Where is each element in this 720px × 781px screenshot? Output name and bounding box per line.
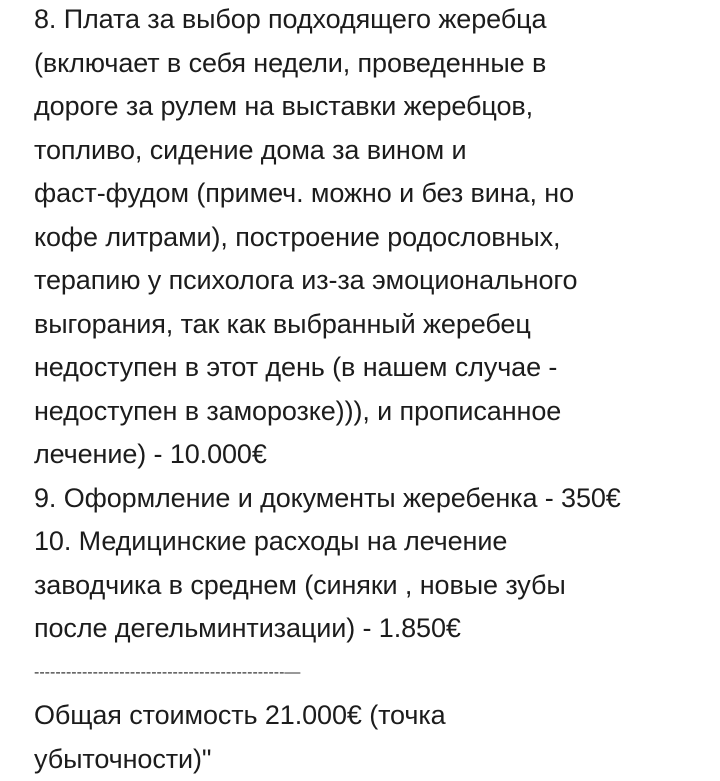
text-line: после дегельминтизации) - 1.850€ — [34, 607, 700, 651]
text-line: недоступен в этот день (в нашем случае - — [34, 346, 700, 390]
text-line: 10. Медицинские расходы на лечение — [34, 520, 700, 564]
text-line: фаст-фудом (примеч. можно и без вина, но — [34, 172, 700, 216]
total-line: Общая стоимость 21.000€ (точка — [34, 694, 700, 738]
text-line: кофе литрами), построение родословных, — [34, 216, 700, 260]
text-line: лечение) - 10.000€ — [34, 433, 700, 477]
total-line: убыточности)" — [34, 738, 700, 781]
text-line: терапию у психолога из-за эмоционального — [34, 259, 700, 303]
text-line: топливо, сидение дома за вином и — [34, 129, 700, 173]
text-line: недоступен в заморозке))), и прописанное — [34, 390, 700, 434]
text-line: (включает в себя недели, проведенные в — [34, 42, 700, 86]
text-line: 8. Плата за выбор подходящего жеребца — [34, 0, 700, 42]
divider: -----------------------------------------------— — [34, 651, 700, 695]
text-line: заводчика в среднем (синяки , новые зубы — [34, 564, 700, 608]
text-line: 9. Оформление и документы жеребенка - 350€ — [34, 477, 700, 521]
text-line: дороге за рулем на выставки жеребцов, — [34, 85, 700, 129]
text-line: выгорания, так как выбранный жеребец — [34, 303, 700, 347]
